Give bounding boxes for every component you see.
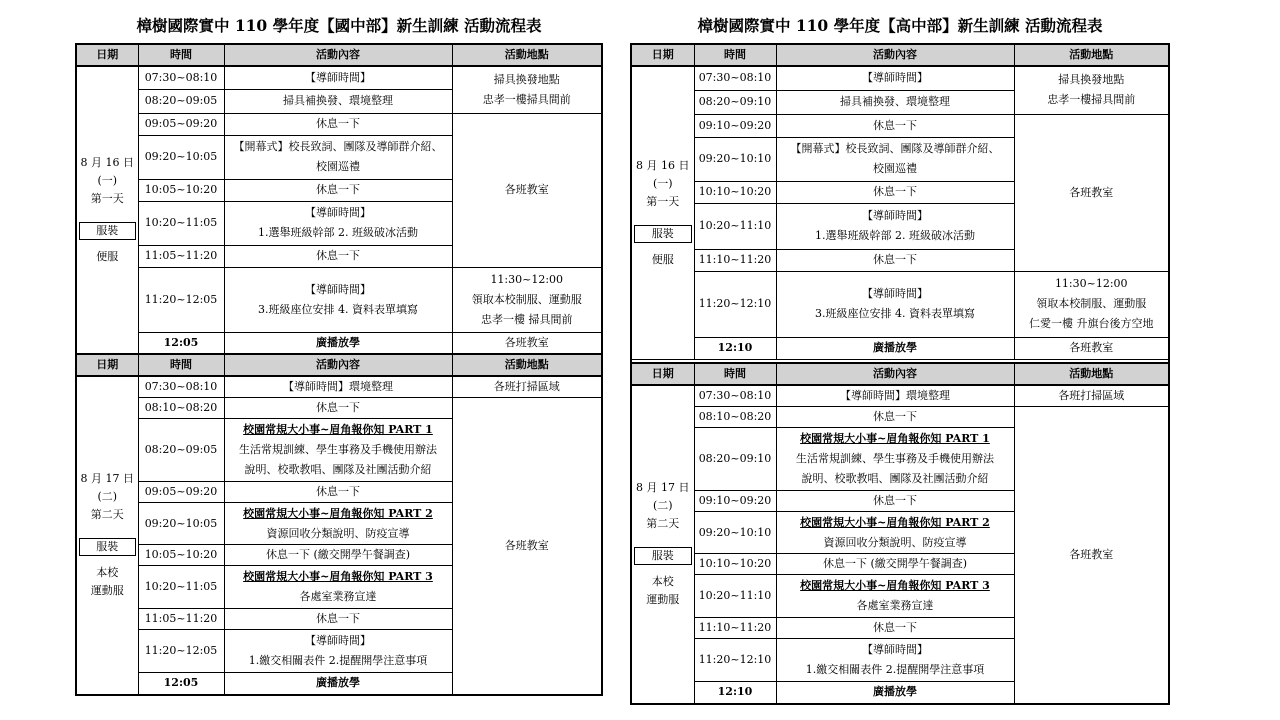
location-cell xyxy=(1014,66,1169,114)
activity-cell xyxy=(776,137,1014,181)
time-cell: 10:20~11:05 xyxy=(138,566,224,609)
activity-line: 【導師時間】 xyxy=(305,70,371,84)
dress-badge: 服裝 xyxy=(79,538,136,556)
location-line: 領取本校制服、運動服 xyxy=(471,292,582,306)
activity-cell xyxy=(224,503,452,545)
activity-cell xyxy=(224,673,452,695)
header-activity: 活動內容 xyxy=(224,44,452,66)
location-line: 各班教室 xyxy=(1069,341,1114,354)
activity-line: 休息一下 (繳交開學午餐調查) xyxy=(822,557,968,570)
day-label: 第一天 xyxy=(646,194,680,208)
table-header-row xyxy=(76,354,602,376)
day-cell xyxy=(631,66,694,359)
location-line: 各班打掃區域 xyxy=(493,380,560,393)
activity-line: 資源回收分類說明、防疫宣導 xyxy=(823,535,967,549)
activity-line: 1.選舉班級幹部 2. 班級破冰活動 xyxy=(815,229,975,242)
activity-cell xyxy=(224,179,452,201)
dress-code: 本校 xyxy=(96,566,119,580)
header-activity: 活動內容 xyxy=(224,354,452,376)
activity-cell xyxy=(776,90,1014,114)
activity-cell xyxy=(776,66,1014,90)
time-cell: 10:20~11:10 xyxy=(694,575,776,618)
activity-title: 校園常規大小事~眉角報你知 PART 2 xyxy=(243,506,433,520)
activity-line: 休息一下 xyxy=(873,253,917,266)
activity-line: 掃具補換發、環境整理 xyxy=(283,94,393,107)
activity-line: 掃具補換發、環境整理 xyxy=(840,95,950,108)
time-cell: 07:30~08:10 xyxy=(138,66,224,89)
activity-cell xyxy=(224,135,452,179)
table-row xyxy=(76,113,602,135)
junior-high-table xyxy=(75,43,603,696)
activity-cell xyxy=(776,407,1014,428)
day-cell xyxy=(631,385,694,704)
table-row xyxy=(631,407,1169,428)
activity-line: 廣播放學 xyxy=(316,335,360,349)
time-cell: 09:20~10:05 xyxy=(138,503,224,545)
activity-line: 生活常規訓練、學生事務及手機使用辦法 xyxy=(796,452,994,465)
time-cell: 08:20~09:05 xyxy=(138,89,224,113)
activity-title: 校園常規大小事~眉角報你知 PART 3 xyxy=(800,579,990,592)
activity-line: 【導師時間】 xyxy=(305,634,371,647)
table-row xyxy=(631,337,1169,359)
activity-line: 【導師時間】環境整理 xyxy=(283,380,393,393)
activity-cell xyxy=(776,491,1014,512)
activity-line: 【導師時間】環境整理 xyxy=(840,389,950,402)
activity-line: 【導師時間】 xyxy=(305,206,371,219)
table-row xyxy=(631,385,1169,407)
senior-high-title: 樟樹國際實中 110 學年度【高中部】新生訓練 活動流程表 xyxy=(697,16,1103,35)
time-cell: 10:20~11:10 xyxy=(694,203,776,249)
header-activity: 活動內容 xyxy=(776,363,1014,385)
time-cell: 11:20~12:05 xyxy=(138,267,224,332)
table-row xyxy=(76,66,602,89)
day-weekday: (一) xyxy=(652,176,673,190)
location-cell xyxy=(1014,385,1169,407)
table-row xyxy=(76,376,602,398)
activity-line: 休息一下 xyxy=(316,183,360,196)
time-cell: 11:20~12:10 xyxy=(694,639,776,682)
activity-line: 【導師時間】 xyxy=(862,643,928,656)
activity-line: 1.選舉班級幹部 2. 班級破冰活動 xyxy=(258,226,418,239)
header-location: 活動地點 xyxy=(452,354,602,376)
header-time: 時間 xyxy=(694,363,776,385)
activity-title: 校園常規大小事~眉角報你知 PART 3 xyxy=(243,570,433,583)
activity-line: 【導師時間】 xyxy=(862,287,928,300)
day-date: 8 月 17 日 xyxy=(80,472,134,486)
activity-cell xyxy=(224,630,452,673)
table-row xyxy=(631,271,1169,337)
day-date: 8 月 16 日 xyxy=(80,156,134,169)
dress-code: 便服 xyxy=(651,252,674,266)
table-header-row xyxy=(631,363,1169,385)
header-time: 時間 xyxy=(694,44,776,66)
header-location: 活動地點 xyxy=(1014,363,1169,385)
time-cell: 12:05 xyxy=(138,332,224,354)
time-cell: 11:05~11:20 xyxy=(138,609,224,630)
activity-line: 校園巡禮 xyxy=(316,160,360,173)
dress-code: 運動服 xyxy=(646,593,680,607)
time-cell: 08:20~09:10 xyxy=(694,90,776,114)
table-row xyxy=(631,66,1169,90)
activity-cell xyxy=(224,245,452,267)
activity-line: 休息一下 xyxy=(316,485,360,498)
time-cell: 08:10~08:20 xyxy=(694,407,776,428)
activity-line: 休息一下 xyxy=(316,612,360,625)
table-header-row xyxy=(76,44,602,66)
activity-line: 說明、校歌教唱、團隊及社團活動介紹 xyxy=(244,463,432,476)
time-cell: 09:10~09:20 xyxy=(694,491,776,512)
location-cell xyxy=(452,376,602,398)
location-line: 各班教室 xyxy=(1069,185,1114,199)
activity-line: 休息一下 xyxy=(316,401,360,414)
location-line: 各班教室 xyxy=(504,183,549,196)
activity-cell xyxy=(224,66,452,89)
time-cell: 11:20~12:05 xyxy=(138,630,224,673)
day-label: 第二天 xyxy=(90,508,124,522)
time-cell: 10:20~11:05 xyxy=(138,201,224,245)
header-location: 活動地點 xyxy=(452,44,602,66)
activity-line: 校園巡禮 xyxy=(873,162,917,175)
dress-code: 運動服 xyxy=(90,584,124,598)
header-date: 日期 xyxy=(76,44,138,66)
time-cell: 10:05~10:20 xyxy=(138,179,224,201)
activity-cell xyxy=(224,113,452,135)
dress-badge: 服裝 xyxy=(634,225,692,243)
day-date: 8 月 16 日 xyxy=(636,158,690,172)
location-cell xyxy=(452,267,602,332)
location-cell xyxy=(1014,337,1169,359)
activity-cell xyxy=(776,114,1014,137)
activity-cell xyxy=(224,89,452,113)
activity-cell xyxy=(776,512,1014,554)
activity-line: 休息一下 xyxy=(316,117,360,130)
time-cell: 07:30~08:10 xyxy=(694,385,776,407)
time-cell: 09:20~10:05 xyxy=(138,135,224,179)
activity-cell xyxy=(224,201,452,245)
header-date: 日期 xyxy=(76,354,138,376)
activity-cell xyxy=(776,554,1014,575)
time-cell: 11:20~12:10 xyxy=(694,271,776,337)
day-date: 8 月 17 日 xyxy=(636,481,690,495)
location-line: 各班教室 xyxy=(504,335,549,349)
location-line: 忠孝一樓掃具間前 xyxy=(482,92,571,106)
activity-line: 廣播放學 xyxy=(873,685,917,699)
activity-line: 各處室業務宣達 xyxy=(856,599,934,612)
header-time: 時間 xyxy=(138,44,224,66)
location-line: 各班教室 xyxy=(504,538,549,552)
activity-cell xyxy=(224,398,452,419)
time-cell: 11:10~11:20 xyxy=(694,618,776,639)
time-cell: 08:10~08:20 xyxy=(138,398,224,419)
day-cell xyxy=(76,66,138,354)
activity-cell xyxy=(224,376,452,398)
activity-cell xyxy=(224,545,452,566)
day-label: 第一天 xyxy=(90,192,124,205)
time-cell: 09:05~09:20 xyxy=(138,482,224,503)
header-date: 日期 xyxy=(631,44,694,66)
activity-line: 【開幕式】校長致詞、團隊及導師群介紹、 xyxy=(790,142,1000,155)
activity-cell xyxy=(776,682,1014,704)
activity-cell xyxy=(224,566,452,609)
activity-cell xyxy=(224,267,452,332)
table-row xyxy=(631,114,1169,137)
activity-cell xyxy=(224,419,452,482)
table-header-row xyxy=(631,44,1169,66)
time-cell: 08:20~09:05 xyxy=(138,419,224,482)
location-line: 忠孝一樓掃具間前 xyxy=(1047,93,1136,107)
location-line: 11:30~12:00 xyxy=(1054,277,1128,290)
day-label: 第二天 xyxy=(646,517,680,531)
activity-cell xyxy=(224,332,452,354)
activity-title: 校園常規大小事~眉角報你知 PART 1 xyxy=(800,432,990,445)
activity-line: 【導師時間】 xyxy=(862,71,928,85)
time-cell: 12:05 xyxy=(138,673,224,695)
dress-code: 本校 xyxy=(651,575,674,589)
time-cell: 09:05~09:20 xyxy=(138,113,224,135)
activity-title: 校園常規大小事~眉角報你知 PART 2 xyxy=(800,515,990,529)
location-line: 仁愛一樓 升旗台後方空地 xyxy=(1029,317,1154,330)
time-cell: 09:20~10:10 xyxy=(694,137,776,181)
activity-line: 1.繳交相關表件 2.提醒開學注意事項 xyxy=(248,654,428,667)
activity-line: 休息一下 xyxy=(873,621,917,634)
time-cell: 09:10~09:20 xyxy=(694,114,776,137)
time-cell: 07:30~08:10 xyxy=(138,376,224,398)
activity-cell xyxy=(776,618,1014,639)
location-cell xyxy=(452,398,602,695)
activity-line: 資源回收分類說明、防疫宣導 xyxy=(266,526,410,540)
activity-cell xyxy=(776,575,1014,618)
senior-high-table xyxy=(630,43,1170,705)
table-row xyxy=(76,267,602,332)
location-line: 忠孝一樓 掃具間前 xyxy=(481,312,573,326)
day-cell xyxy=(76,376,138,695)
activity-cell xyxy=(776,385,1014,407)
junior-high-title: 樟樹國際實中 110 學年度【國中部】新生訓練 活動流程表 xyxy=(136,16,542,35)
activity-line: 【導師時間】 xyxy=(305,282,371,296)
dress-code: 便服 xyxy=(96,250,119,263)
activity-line: 3.班級座位安排 4. 資料表單填寫 xyxy=(815,307,975,320)
activity-line: 休息一下 xyxy=(873,185,917,198)
activity-line: 休息一下 xyxy=(873,494,917,507)
day-weekday: (二) xyxy=(97,490,118,504)
activity-cell xyxy=(776,203,1014,249)
activity-cell xyxy=(776,639,1014,682)
activity-line: 休息一下 (繳交開學午餐調查) xyxy=(265,548,411,561)
location-line: 各班打掃區域 xyxy=(1058,389,1125,402)
location-cell xyxy=(452,66,602,113)
time-cell: 12:10 xyxy=(694,682,776,704)
location-cell xyxy=(452,332,602,354)
activity-cell xyxy=(224,482,452,503)
location-line: 掃具換發地點 xyxy=(1058,73,1125,87)
activity-line: 廣播放學 xyxy=(873,341,917,354)
location-line: 11:30~12:00 xyxy=(490,272,564,286)
activity-line: 生活常規訓練、學生事務及手機使用辦法 xyxy=(239,443,437,456)
activity-cell xyxy=(776,271,1014,337)
location-cell xyxy=(1014,271,1169,337)
activity-cell xyxy=(776,428,1014,491)
location-cell xyxy=(1014,114,1169,271)
header-date: 日期 xyxy=(631,363,694,385)
time-cell: 12:10 xyxy=(694,337,776,359)
senior-high-schedule xyxy=(630,12,1170,705)
time-cell: 08:20~09:10 xyxy=(694,428,776,491)
location-line: 掃具換發地點 xyxy=(493,72,560,86)
activity-line: 3.班級座位安排 4. 資料表單填寫 xyxy=(258,302,418,316)
location-line: 領取本校制服、運動服 xyxy=(1036,297,1147,310)
activity-cell xyxy=(776,249,1014,271)
header-location: 活動地點 xyxy=(1014,44,1169,66)
activity-line: 各處室業務宣達 xyxy=(299,590,377,603)
activity-line: 休息一下 xyxy=(873,118,917,132)
table-row xyxy=(76,398,602,419)
activity-line: 【開幕式】校長致詞、團隊及導師群介紹、 xyxy=(233,140,443,153)
activity-line: 說明、校歌教唱、團隊及社團活動介紹 xyxy=(801,472,989,485)
location-line: 各班教室 xyxy=(1069,547,1114,561)
time-cell: 07:30~08:10 xyxy=(694,66,776,90)
junior-high-schedule xyxy=(75,12,603,696)
time-cell: 10:10~10:20 xyxy=(694,554,776,575)
activity-line: 1.繳交相關表件 2.提醒開學注意事項 xyxy=(805,663,985,676)
time-cell: 10:05~10:20 xyxy=(138,545,224,566)
activity-title: 校園常規大小事~眉角報你知 PART 1 xyxy=(243,423,433,436)
activity-line: 休息一下 xyxy=(316,249,360,262)
table-row xyxy=(76,332,602,354)
dress-badge: 服裝 xyxy=(634,547,692,565)
time-cell: 11:05~11:20 xyxy=(138,245,224,267)
header-activity: 活動內容 xyxy=(776,44,1014,66)
activity-cell xyxy=(776,337,1014,359)
location-cell xyxy=(1014,407,1169,704)
time-cell: 09:20~10:10 xyxy=(694,512,776,554)
activity-cell xyxy=(224,609,452,630)
dress-badge: 服裝 xyxy=(79,222,136,240)
location-cell xyxy=(452,113,602,267)
activity-line: 廣播放學 xyxy=(316,676,360,690)
time-cell: 10:10~10:20 xyxy=(694,181,776,203)
time-cell: 11:10~11:20 xyxy=(694,249,776,271)
activity-line: 休息一下 xyxy=(873,410,917,423)
activity-line: 【導師時間】 xyxy=(862,209,928,222)
day-weekday: (一) xyxy=(97,174,118,187)
activity-cell xyxy=(776,181,1014,203)
header-time: 時間 xyxy=(138,354,224,376)
day-weekday: (二) xyxy=(652,499,673,513)
